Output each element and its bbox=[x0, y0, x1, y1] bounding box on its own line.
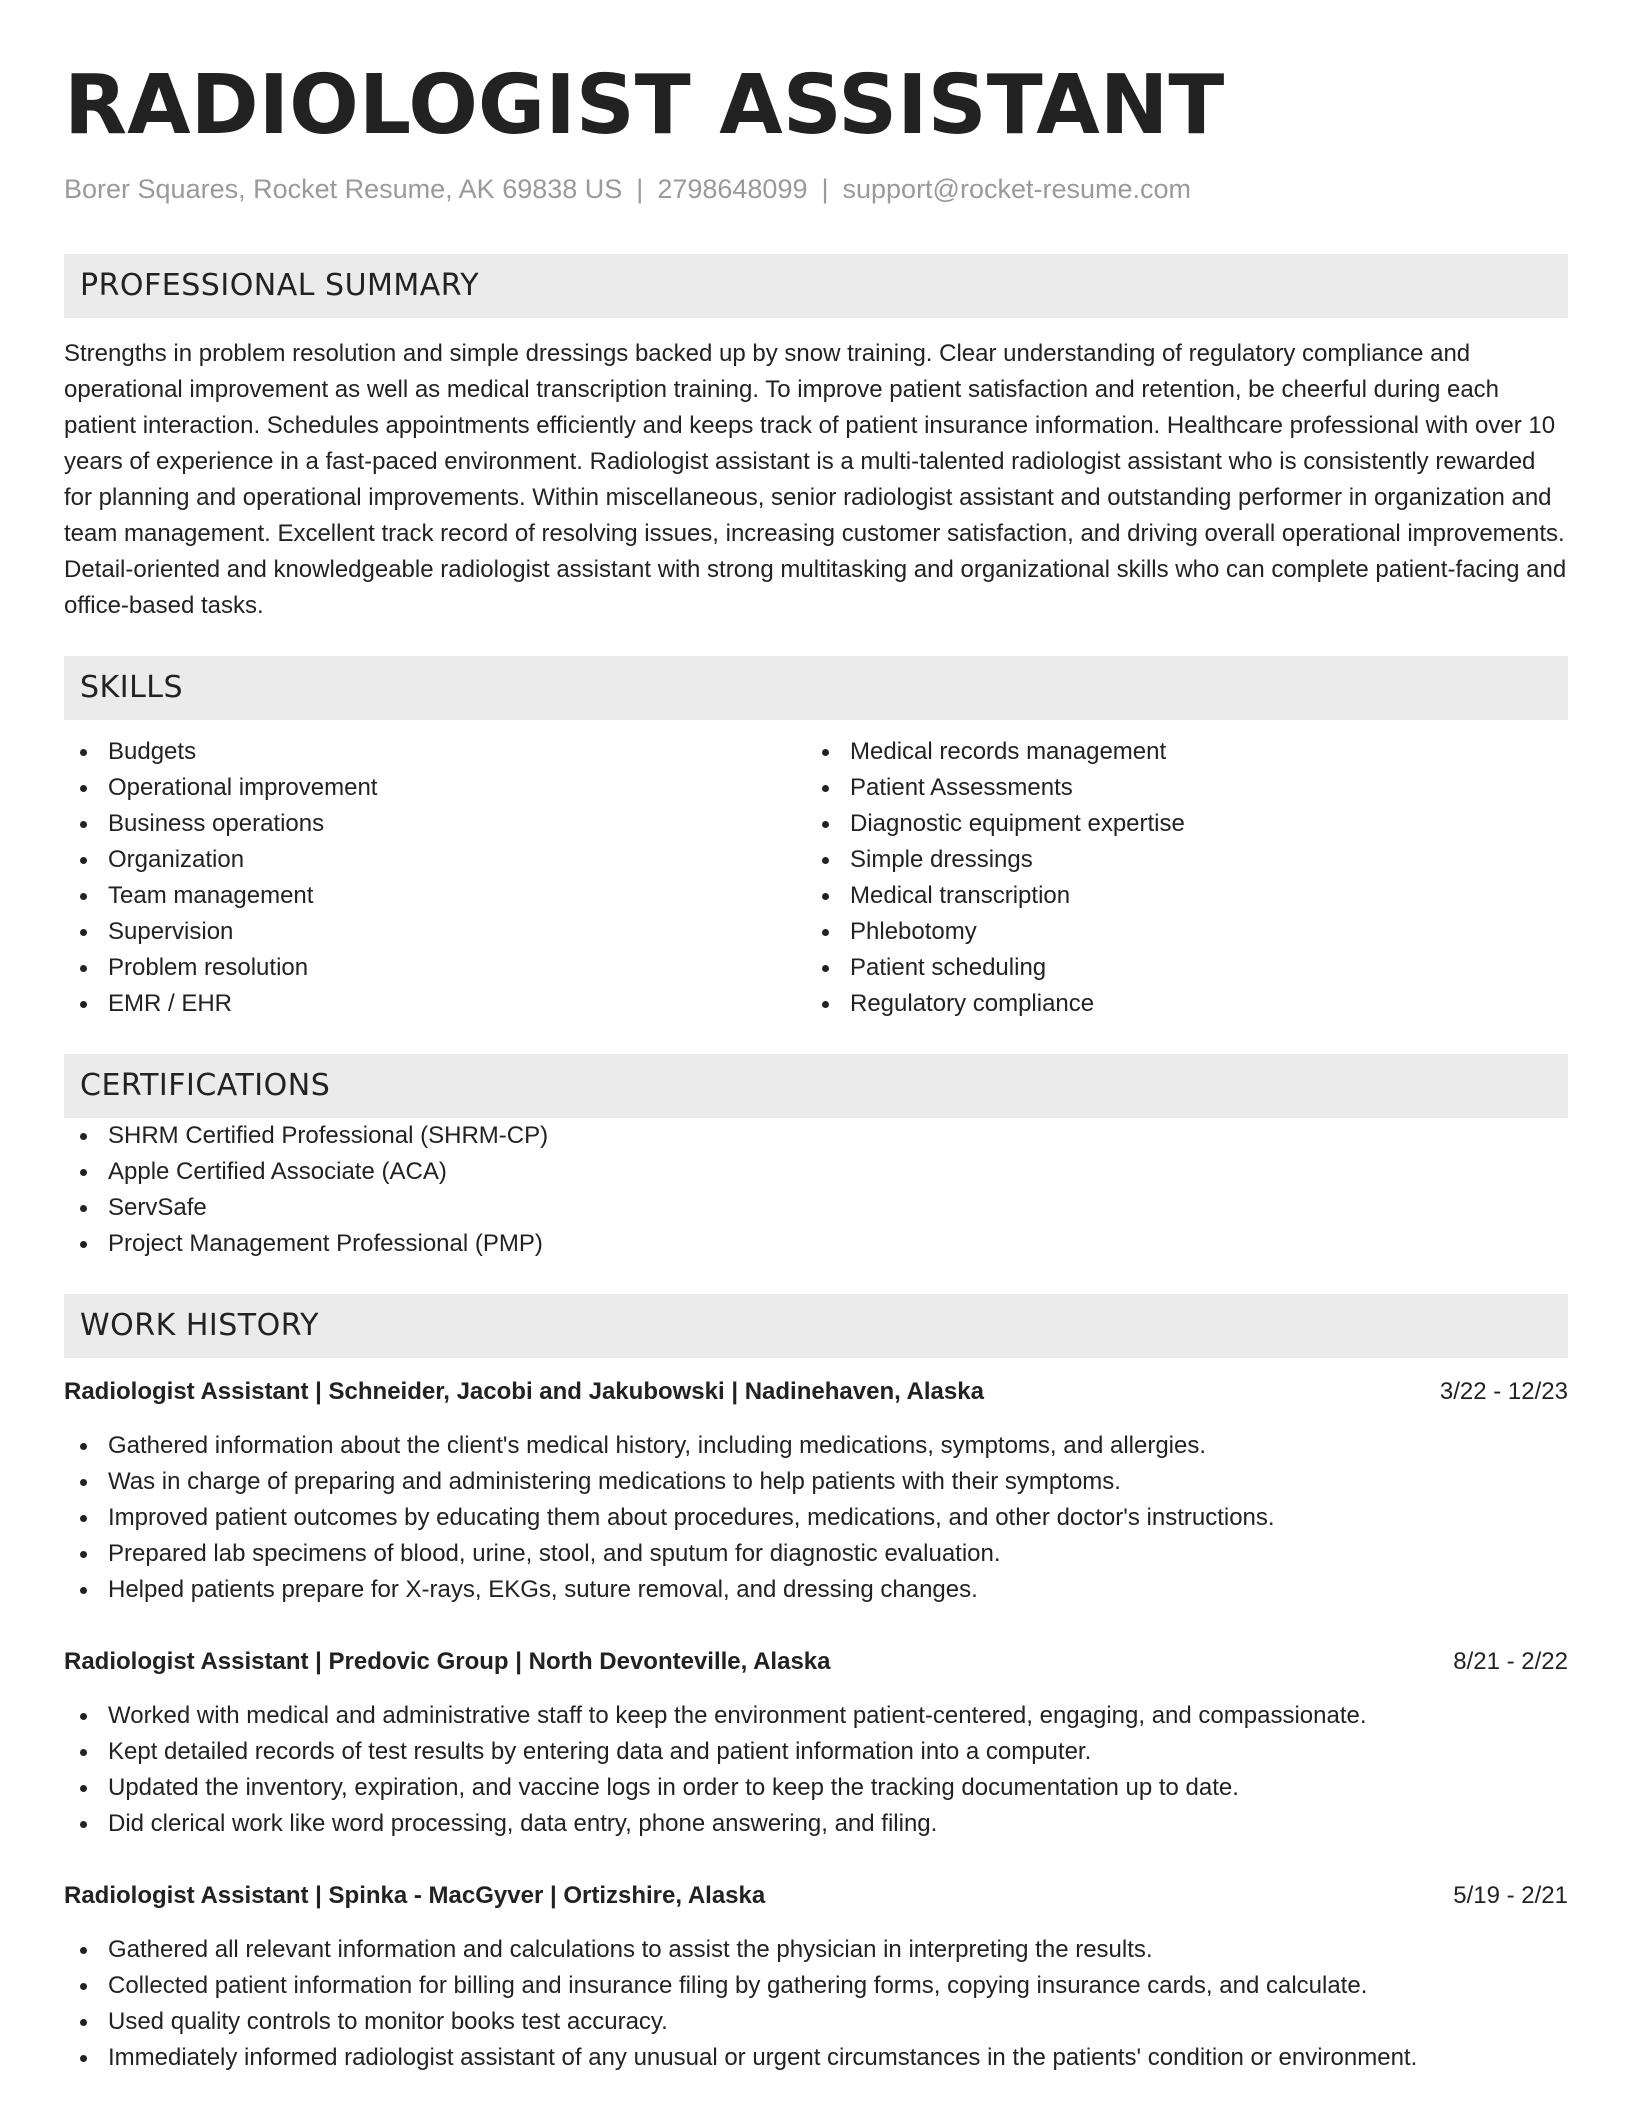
skill-item: Team management bbox=[64, 878, 806, 914]
resume-content bbox=[64, 58, 1568, 2076]
contact-email: support@rocket-resume.com bbox=[842, 174, 1192, 204]
summary-text: Strengths in problem resolution and simple dressings backed up by snow training. Clear understanding of regulatory compliance and operational improvement as well as medical transcription training. To improve patient satisfaction and retention, be cheerful during each patient interaction. Schedules appointments efficiently and keeps track of patient insurance information. Healthcare professional with over 10 years of experience in a fast-paced environment. Radiologist assistant is a multi-talented radiologist assistant who is consistently rewarded for planning and operational improvements. Within miscellaneous, senior radiologist assistant and outstanding performer in organization and team management. Excellent track record of resolving issues, increasing customer satisfaction, and driving overall operational improvements. Detail-oriented and knowledgeable radiologist assistant with strong multitasking and organizational skills who can complete patient-facing and office-based tasks. bbox=[64, 340, 1567, 619]
skill-item: Problem resolution bbox=[64, 950, 806, 986]
skill-item: Operational improvement bbox=[64, 770, 806, 806]
skill-item: Patient scheduling bbox=[806, 950, 1548, 986]
certification-item: Apple Certified Associate (ACA) bbox=[64, 1154, 1568, 1190]
job-bullet: Gathered all relevant information and calculations to assist the physician in interpreting the results. bbox=[64, 1932, 1568, 1968]
job-entry bbox=[64, 1878, 1568, 2076]
job-bullet: Gathered information about the client's medical history, including medications, symptoms, and allergies. bbox=[64, 1428, 1568, 1464]
contact-separator: | bbox=[821, 174, 829, 204]
contact-line bbox=[64, 172, 1568, 206]
skill-item: Regulatory compliance bbox=[806, 986, 1548, 1022]
skill-item: Business operations bbox=[64, 806, 806, 842]
skill-item: Supervision bbox=[64, 914, 806, 950]
skills-column-left bbox=[64, 734, 806, 1022]
job-bullets bbox=[64, 1932, 1568, 2076]
job-title: Radiologist Assistant | Schneider, Jacobi and Jakubowski | Nadinehaven, Alaska bbox=[64, 1378, 984, 1405]
contact-separator: | bbox=[636, 174, 644, 204]
skill-item: Diagnostic equipment expertise bbox=[806, 806, 1548, 842]
job-title: Radiologist Assistant | Predovic Group | North Devonteville, Alaska bbox=[64, 1648, 831, 1675]
work-history-heading: WORK HISTORY bbox=[64, 1294, 1568, 1358]
job-bullet: Used quality controls to monitor books test accuracy. bbox=[64, 2004, 1568, 2040]
candidate-name: RADIOLOGIST ASSISTANT bbox=[64, 58, 1225, 153]
job-bullet: Worked with medical and administrative staff to keep the environment patient-centered, engaging, and compassionate. bbox=[64, 1698, 1568, 1734]
job-bullet: Updated the inventory, expiration, and vaccine logs in order to keep the tracking documentation up to date. bbox=[64, 1770, 1568, 1806]
job-bullet: Collected patient information for billing and insurance filing by gathering forms, copying insurance cards, and calculate. bbox=[64, 1968, 1568, 2004]
skill-item: Patient Assessments bbox=[806, 770, 1548, 806]
job-bullet: Prepared lab specimens of blood, urine, stool, and sputum for diagnostic evaluation. bbox=[64, 1536, 1568, 1572]
skills-heading: SKILLS bbox=[64, 656, 1568, 720]
job-bullet: Did clerical work like word processing, data entry, phone answering, and filing. bbox=[64, 1806, 1568, 1842]
certification-item: SHRM Certified Professional (SHRM-CP) bbox=[64, 1118, 1568, 1154]
skill-item: Simple dressings bbox=[806, 842, 1548, 878]
job-header bbox=[64, 1374, 1568, 1410]
job-bullet: Immediately informed radiologist assistant of any unusual or urgent circumstances in the patients' condition or environment. bbox=[64, 2040, 1568, 2076]
job-bullets bbox=[64, 1698, 1568, 1842]
skill-item: Medical transcription bbox=[806, 878, 1548, 914]
job-bullets bbox=[64, 1428, 1568, 1608]
job-title: Radiologist Assistant | Spinka - MacGyver | Ortizshire, Alaska bbox=[64, 1882, 766, 1909]
skills-grid bbox=[64, 734, 1568, 1022]
job-dates: 5/19 - 2/21 bbox=[1453, 1882, 1568, 1909]
job-dates: 3/22 - 12/23 bbox=[1439, 1378, 1568, 1405]
certifications-list bbox=[64, 1118, 1568, 1262]
skill-item: Budgets bbox=[64, 734, 806, 770]
job-dates: 8/21 - 2/22 bbox=[1453, 1648, 1568, 1675]
job-entry bbox=[64, 1374, 1568, 1608]
job-bullet: Kept detailed records of test results by entering data and patient information into a computer. bbox=[64, 1734, 1568, 1770]
certifications-heading: CERTIFICATIONS bbox=[64, 1054, 1568, 1118]
certification-item: Project Management Professional (PMP) bbox=[64, 1226, 1568, 1262]
job-header bbox=[64, 1878, 1568, 1914]
job-bullet: Improved patient outcomes by educating them about procedures, medications, and other doctor's instructions. bbox=[64, 1500, 1568, 1536]
job-entry bbox=[64, 1644, 1568, 1842]
certification-item: ServSafe bbox=[64, 1190, 1568, 1226]
contact-address: Borer Squares, Rocket Resume, AK 69838 US bbox=[64, 174, 623, 204]
summary-heading: PROFESSIONAL SUMMARY bbox=[64, 254, 1568, 318]
job-header bbox=[64, 1644, 1568, 1680]
skill-item: Phlebotomy bbox=[806, 914, 1548, 950]
skills-list-left bbox=[64, 734, 806, 1022]
skills-list-right bbox=[806, 734, 1548, 1022]
skills-column-right bbox=[806, 734, 1548, 1022]
contact-phone: 2798648099 bbox=[657, 174, 808, 204]
skill-item: Medical records management bbox=[806, 734, 1548, 770]
job-bullet: Helped patients prepare for X-rays, EKGs, suture removal, and dressing changes. bbox=[64, 1572, 1568, 1608]
job-bullet: Was in charge of preparing and administering medications to help patients with their symptoms. bbox=[64, 1464, 1568, 1500]
skill-item: Organization bbox=[64, 842, 806, 878]
skill-item: EMR / EHR bbox=[64, 986, 806, 1022]
